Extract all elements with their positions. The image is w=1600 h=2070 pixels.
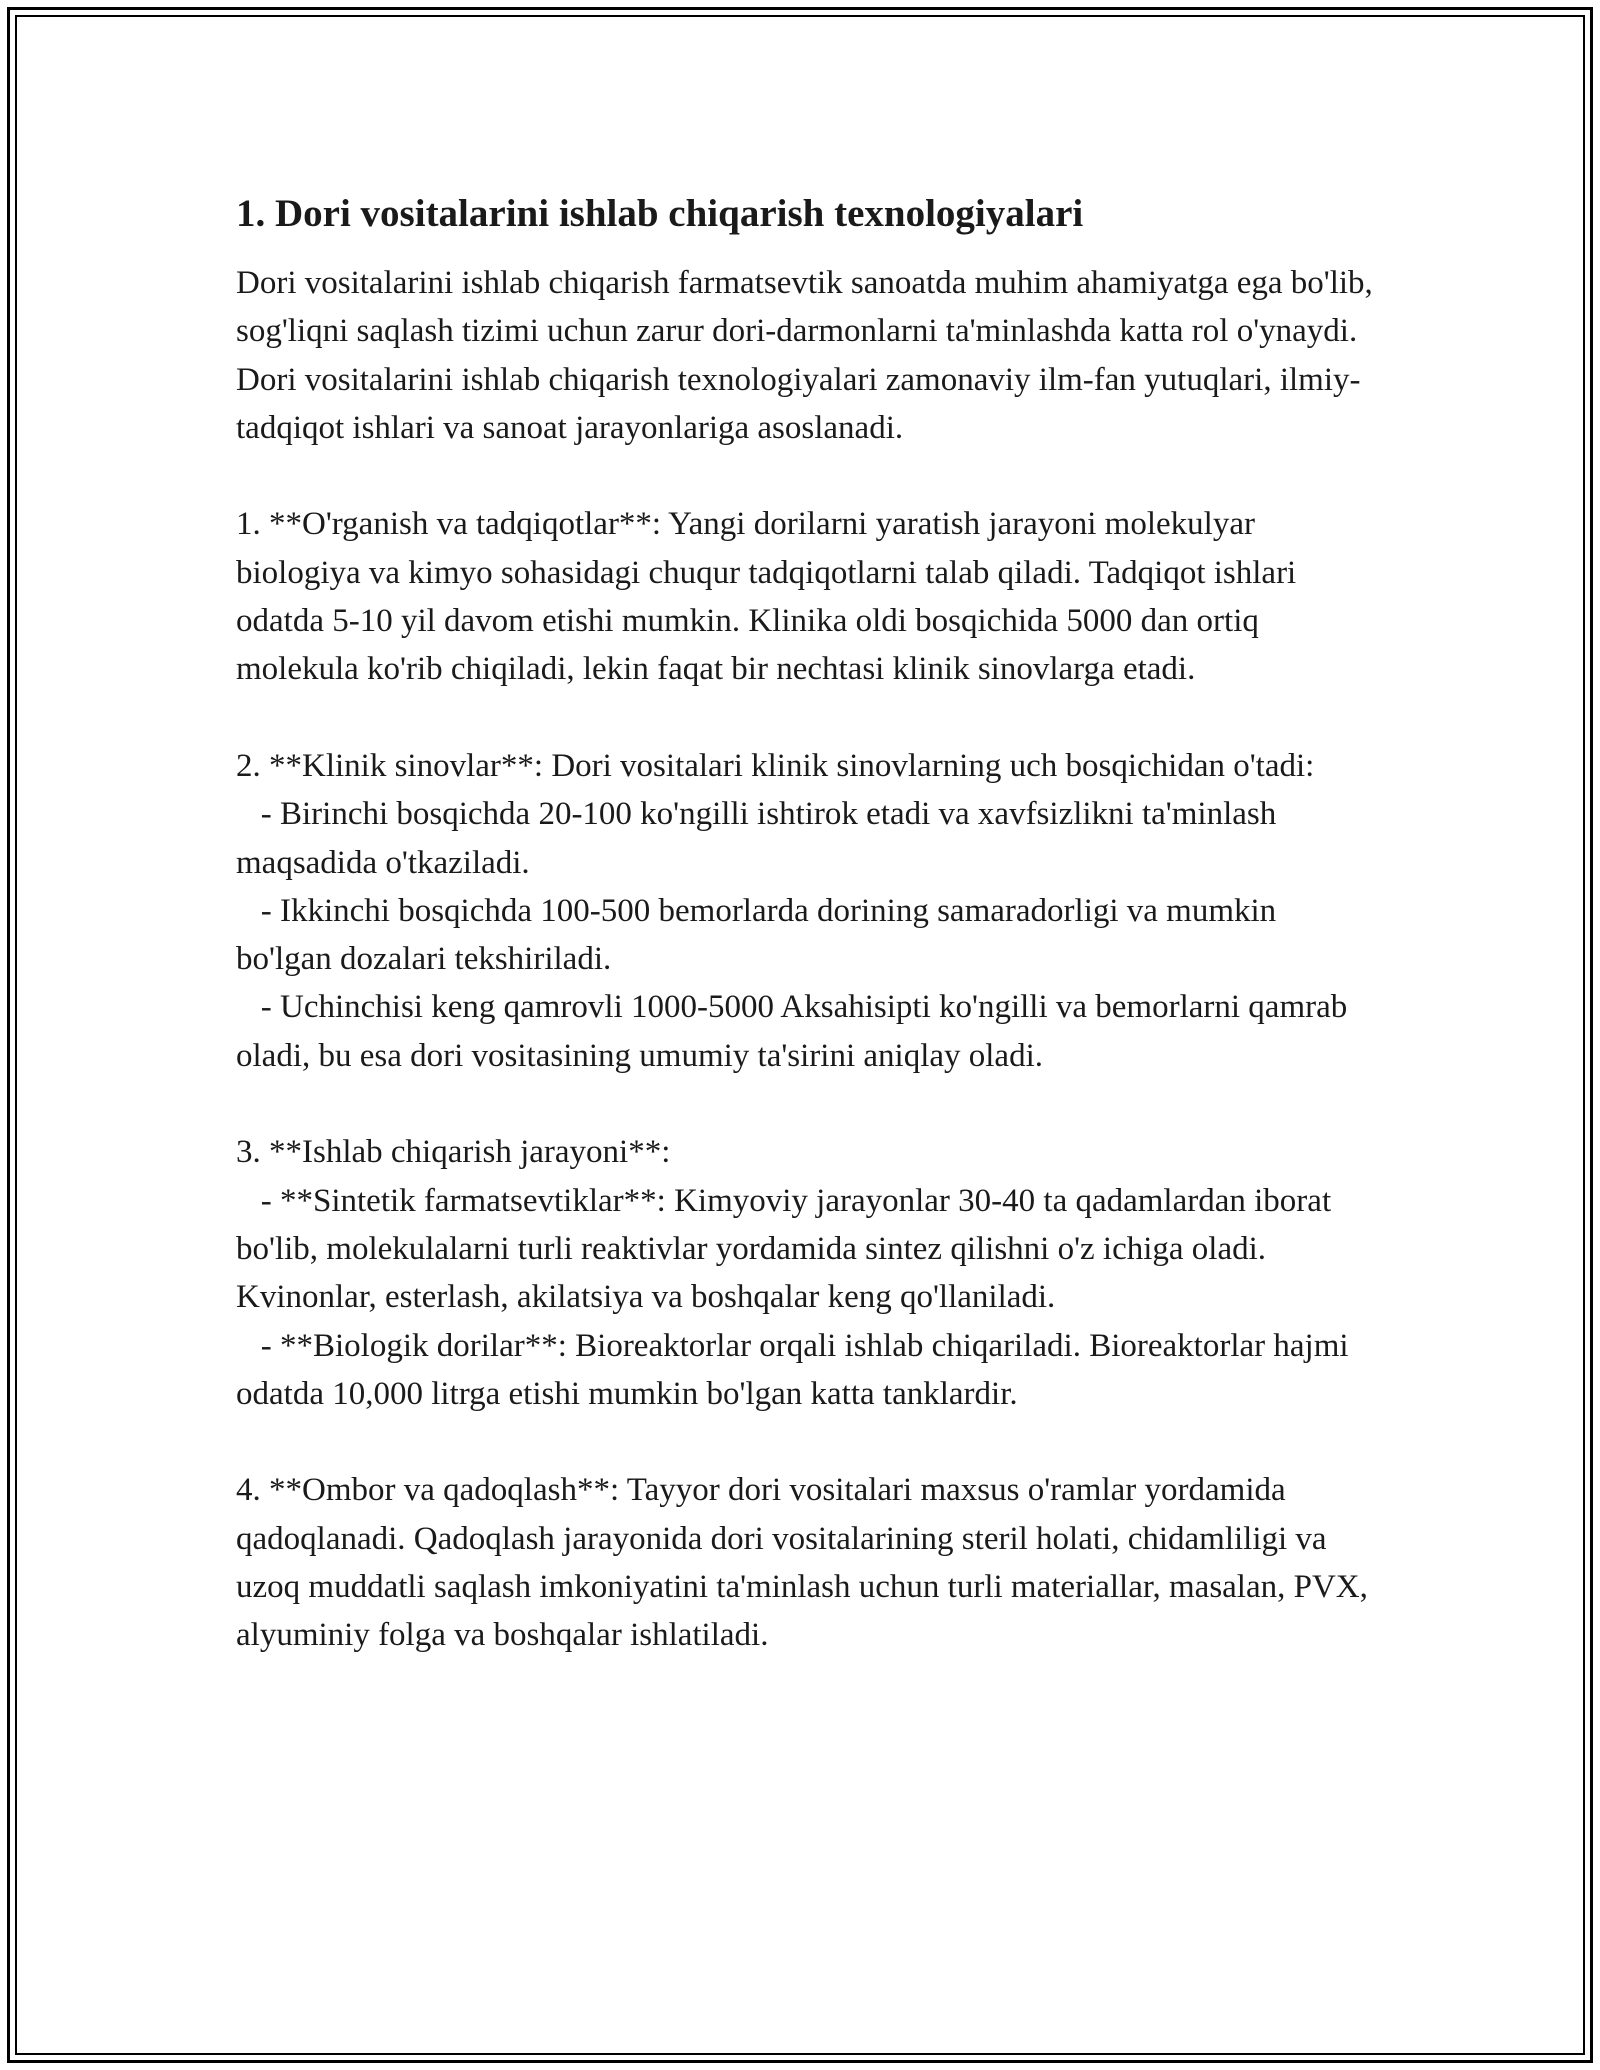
- paragraph-gap: [236, 1080, 1376, 1128]
- section-3-bullet-1: - **Sintetik farmatsevtiklar**: Kimyoviy jarayonlar 30-40 ta qadamlardan iborat bo'lib, molekulalarni turli reaktivlar yordamida sintez qilishni o'z ichiga oladi. Kvinonlar, esterlash, akilatsiya va boshqalar keng qo'llaniladi.: [236, 1182, 1340, 1316]
- section-4-paragraph: 4. **Ombor va qadoqlash**: Tayyor dori vositalari maxsus o'ramlar yordamida qadoqlanadi. Qadoqlash jarayonida dori vositalarining steril holati, chidamliligi va uzoq muddatli saqlash imkoniyatini ta'minlash uchun turli materiallar, masalan, PVX, alyuminiy folga va boshqalar ishlatiladi.: [236, 1472, 1377, 1654]
- paragraph-gap: [236, 694, 1376, 742]
- section-1-paragraph: 1. **O'rganish va tadqiqotlar**: Yangi dorilarni yaratish jarayoni molekulyar biologiya va kimyo sohasidagi chuqur tadqiqotlarni talab qiladi. Tadqiqot ishlari odatda 5-10 yil davom etishi mumkin. Klinika oldi bosqichida 5000 dan ortiq molekula ko'rib chiqiladi, lekin faqat bir nechtasi klinik sinovlarga etadi.: [236, 506, 1305, 688]
- section-3-heading-line: 3. **Ishlab chiqarish jarayoni**:: [236, 1134, 671, 1171]
- section-2-bullet-2: - Ikkinchi bosqichda 100-500 bemorlarda dorining samaradorligi va mumkin bo'lgan dozalari tekshiriladi.: [236, 892, 1285, 978]
- section-2-bullet-1: - Birinchi bosqichda 20-100 ko'ngilli ishtirok etadi va xavfsizlikni ta'minlash maqsadida o'tkaziladi.: [236, 796, 1285, 881]
- section-2-bullet-3: - Uchinchisi keng qamrovli 1000-5000 Aksahisipti ko'ngilli va bemorlarni qamrab oladi, bu esa dori vositasining umumiy ta'sirini aniqlay oladi.: [236, 989, 1356, 1074]
- paragraph-gap: [236, 1418, 1376, 1466]
- section-3-bullet-2: - **Biologik dorilar**: Bioreaktorlar orqali ishlab chiqariladi. Bioreaktorlar hajmi odatda 10,000 litrga etishi mumkin bo'lgan katta tanklardir.: [236, 1327, 1357, 1412]
- document-title: 1. Dori vositalarini ishlab chiqarish texnologiyalari: [236, 192, 1084, 235]
- intro-paragraph: Dori vositalarini ishlab chiqarish farmatsevtik sanoatda muhim ahamiyatga ega bo'lib, sog'liqni saqlash tizimi uchun zarur dori-darmonlarni ta'minlashda katta rol o'ynaydi. Dori vositalarini ishlab chiqarish texnologiyalari zamonaviy ilm-fan yutuqlari, ilmiy-tadqiqot ishlari va sanoat jarayonlariga asoslanadi.: [236, 265, 1382, 446]
- document-body: [236, 186, 1382, 1660]
- section-2-heading-line: 2. **Klinik sinovlar**: Dori vositalari klinik sinovlarning uch bosqichidan o'tadi:: [236, 747, 1315, 784]
- paragraph-gap: [236, 452, 1376, 500]
